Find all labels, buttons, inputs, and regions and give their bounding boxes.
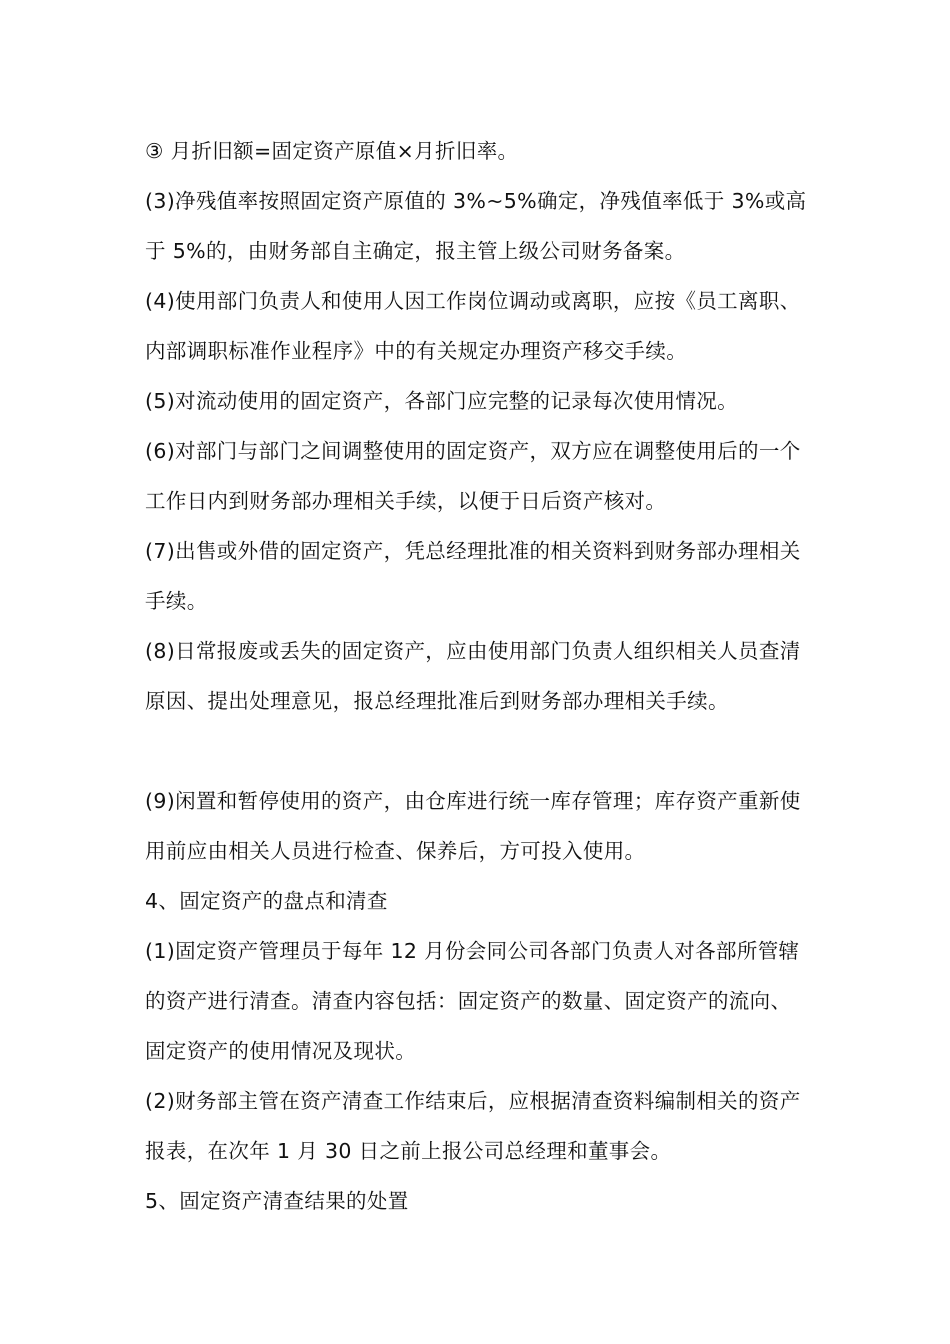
paragraph-item-9-idle-assets: (9)闲置和暂停使用的资产，由仓库进行统一库存管理；库存资产重新使用前应由相关人员进行检查、保养后，方可投入使用。 bbox=[145, 789, 801, 863]
paragraph-item-8-scrap-or-loss: (8)日常报废或丢失的固定资产，应由使用部门负责人组织相关人员查清原因、提出处理意见，报总经理批准后到财务部办理相关手续。 bbox=[145, 639, 801, 713]
document-body bbox=[145, 126, 807, 1226]
paragraph-item-2-asset-report: (2)财务部主管在资产清查工作结束后，应根据清查资料编制相关的资产报表，在次年 1 月 30 日之前上报公司总经理和董事会。 bbox=[145, 1089, 801, 1163]
paragraph-item-1-annual-check: (1)固定资产管理员于每年 12 月份会同公司各部门负责人对各部所管辖的资产进行清查。清查内容包括：固定资产的数量、固定资产的流向、固定资产的使用情况及现状。 bbox=[145, 939, 800, 1063]
paragraph-item-6-interdepartment-transfer: (6)对部门与部门之间调整使用的固定资产，双方应在调整使用后的一个工作日内到财务部办理相关手续，以便于日后资产核对。 bbox=[145, 439, 801, 513]
paragraph-item-7-sale-or-lending: (7)出售或外借的固定资产，凭总经理批准的相关资料到财务部办理相关手续。 bbox=[145, 539, 801, 613]
section-heading-5-check-results: 5、固定资产清查结果的处置 bbox=[145, 1189, 409, 1213]
paragraph-monthly-depreciation-formula: ③ 月折旧额=固定资产原值×月折旧率。 bbox=[145, 139, 519, 163]
section-heading-4-inventory-check: 4、固定资产的盘点和清查 bbox=[145, 889, 388, 913]
paragraph-item-3-residual-rate: (3)净残值率按照固定资产原值的 3%~5%确定，净残值率低于 3%或高于 5%的，由财务部自主确定，报主管上级公司财务备案。 bbox=[145, 189, 807, 263]
paragraph-item-4-asset-handover: (4)使用部门负责人和使用人因工作岗位调动或离职，应按《员工离职、内部调职标准作业程序》中的有关规定办理资产移交手续。 bbox=[145, 289, 801, 363]
paragraph-item-5-mobile-use: (5)对流动使用的固定资产，各部门应完整的记录每次使用情况。 bbox=[145, 389, 739, 413]
